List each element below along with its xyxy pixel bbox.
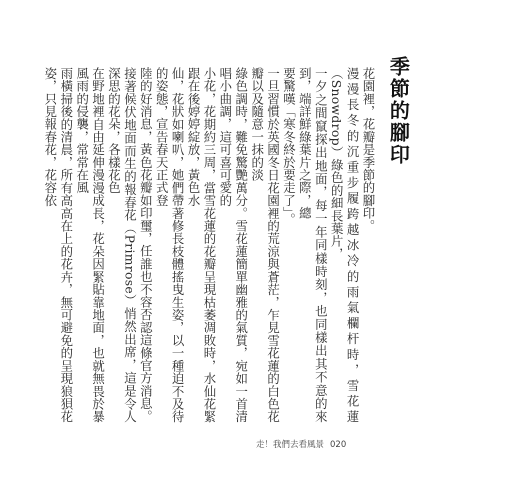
paragraph: 一旦習慣於英國冬日花園裡的荒涼與蒼茫，乍見雪花蓮的白色花瓣以及隨意一抹的淡 綠色調時，難免驚艷萬分。雪花蓮簡單幽雅的氣質，宛如一首清唱小曲調，這可喜可愛的 小花，花期約三周，當雪花蓮的花瓣呈現枯萎凋敗時，水仙花緊跟在後婷婷綻放，黃色水 仙，花狀如喇叭，她們帶著修長枝體搖曳生姿，以一種迫不及待的姿態，宣告春天正式登 陸的好消息，黃色花瓣如印璽，任誰也不容否認這條官方消息。	[138, 67, 281, 423]
running-title: 走！我們去看風景	[256, 440, 325, 450]
body-text	[42, 67, 376, 423]
chapter-title: 季節的腳印	[386, 56, 411, 166]
paragraph: 接著候伏地面而生的報春花（Primrose）悄然出席，這是令人深思的花朵，各樣花色 在野地裡自由延伸漫漫成長，花朵因緊貼靠地面，也就無畏於暴風雨的侵襲，常常在風 雨橫掃後的清晨，所有高高在上的花卉，無可避免的呈現狼狽花姿，只見報春花，花容依	[42, 67, 138, 423]
paragraph: 花園裡，花瓣是季節的腳印。 漫漫長冬的沉重步履跨越冰冷的雨氣欄杆時，雪花蓮（Snowdrop）綠色的細長葉片， 一夕之間竄探出地面，每一年同樣時刻，也同樣出其不意的來到，端詳鮮綠葉片之際，總 要驚嘆「寒冬終於要走了」。	[281, 67, 376, 423]
page-number: 020	[330, 440, 347, 450]
page-footer	[256, 438, 346, 450]
